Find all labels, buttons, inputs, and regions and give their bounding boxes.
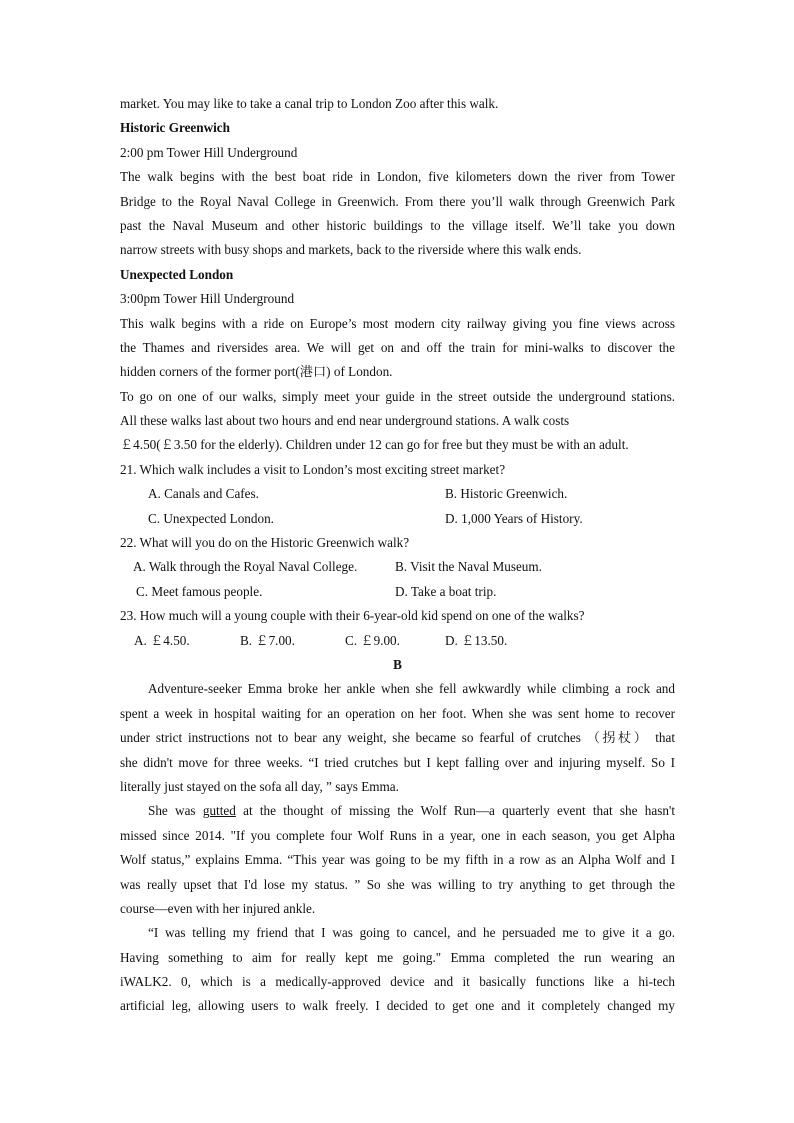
paragraph-line: spent a week in hospital waiting for an operation on her foot. When she was sent home to recover — [120, 705, 675, 721]
paragraph-line: “I was telling my friend that I was going to cancel, and he persuaded me to give it a go. — [148, 925, 675, 941]
info-line: All these walks last about two hours and end near underground stations. A walk costs — [120, 413, 570, 429]
paragraph-line: under strict instructions not to bear any weight, she became so fearful of crutches （拐杖） that — [120, 730, 675, 746]
question-stem: 23. How much will a young couple with their 6-year-old kid spend on one of the walks? — [120, 608, 585, 624]
paragraph-line: she didn't move for three weeks. “I tried crutches but I kept falling over and injuring myself. So I — [120, 754, 675, 770]
options-row — [120, 482, 675, 506]
options-row — [120, 629, 675, 653]
option-c[interactable]: C. Meet famous people. — [136, 583, 263, 599]
greenwich-line: narrow streets with busy shops and markets, back to the riverside where this walk ends. — [120, 242, 582, 258]
option-a[interactable]: A. Walk through the Royal Naval College. — [133, 559, 358, 575]
paragraph-line: Adventure-seeker Emma broke her ankle when she fell awkwardly while climbing a rock and — [148, 681, 675, 697]
unexpected-time: 3:00pm Tower Hill Underground — [120, 291, 295, 307]
option-d[interactable]: D. ￡13.50. — [445, 632, 508, 648]
passage-a-intro-tail: market. You may like to take a canal trip to London Zoo after this walk. — [120, 96, 499, 111]
paragraph-line: course—even with her injured ankle. — [120, 900, 316, 916]
paragraph-line: was really upset that I'd lose my status. ” So she was willing to try anything to get through the — [120, 876, 675, 892]
paragraph-line: missed since 2014. "If you complete four Wolf Runs in a year, one in each season, you get Alpha — [120, 827, 675, 843]
unexpected-line: hidden corners of the former port(港口) of London. — [120, 364, 393, 380]
options-row — [120, 507, 675, 531]
option-a[interactable]: A. Canals and Cafes. — [148, 486, 259, 502]
option-d[interactable]: D. Take a boat trip. — [395, 583, 497, 599]
info-line: To go on one of our walks, simply meet your guide in the street outside the underground stations. — [120, 388, 675, 404]
section-heading: B — [393, 656, 402, 672]
unexpected-title: Unexpected London — [120, 266, 234, 282]
option-c[interactable]: C. ￡9.00. — [345, 632, 400, 648]
greenwich-line: Bridge to the Royal Naval College in Greenwich. From there you’ll walk through Greenwich Park — [120, 193, 675, 209]
document-page — [120, 92, 675, 1019]
paragraph-line: Having something to aim for really kept me going." Emma completed the run wearing an — [120, 949, 675, 965]
question-stem: 21. Which walk includes a visit to London’s most exciting street market? — [120, 461, 506, 477]
greenwich-title: Historic Greenwich — [120, 120, 230, 136]
underlined-word: gutted — [202, 803, 236, 819]
paragraph-line: literally just stayed on the sofa all day, ” says Emma. — [120, 778, 399, 794]
unexpected-line: This walk begins with a ride on Europe’s most modern city railway giving you fine views across — [120, 315, 675, 331]
question-stem: 22. What will you do on the Historic Greenwich walk? — [120, 535, 410, 551]
options-row — [120, 580, 675, 604]
greenwich-line: past the Naval Museum and other historic buildings to the village itself. We’ll take you down — [120, 217, 675, 233]
info-line: ￡4.50(￡3.50 for the elderly). Children under 12 can go for free but they must be with an adult. — [120, 437, 629, 453]
option-c[interactable]: C. Unexpected London. — [148, 510, 274, 526]
paragraph-line: Wolf status,” explains Emma. “This year was going to be my fifth in a row as an Alpha Wolf and I — [120, 852, 675, 868]
greenwich-time: 2:00 pm Tower Hill Underground — [120, 144, 298, 160]
paragraph-line: iWALK2. 0, which is a medically-approved device and it basically functions like a hi-tech — [120, 974, 675, 990]
paragraph-line: artificial leg, allowing users to walk freely. I decided to get one and it completely changed my — [120, 998, 675, 1014]
paragraph-line — [120, 799, 675, 823]
option-a[interactable]: A. ￡4.50. — [134, 632, 190, 648]
text-segment: at the thought of missing the Wolf Run—a quarterly event that she hasn't — [235, 803, 675, 819]
options-row — [120, 555, 675, 579]
option-d[interactable]: D. 1,000 Years of History. — [445, 510, 583, 526]
greenwich-line: The walk begins with the best boat ride in London, five kilometers down the river from Tower — [120, 169, 675, 185]
option-b[interactable]: B. ￡7.00. — [240, 632, 295, 648]
option-b[interactable]: B. Historic Greenwich. — [445, 486, 568, 502]
text-segment: She was — [148, 803, 203, 819]
unexpected-line: the Thames and riversides area. We will get on and off the train for mini-walks to discover the — [120, 339, 675, 355]
option-b[interactable]: B. Visit the Naval Museum. — [395, 559, 542, 575]
